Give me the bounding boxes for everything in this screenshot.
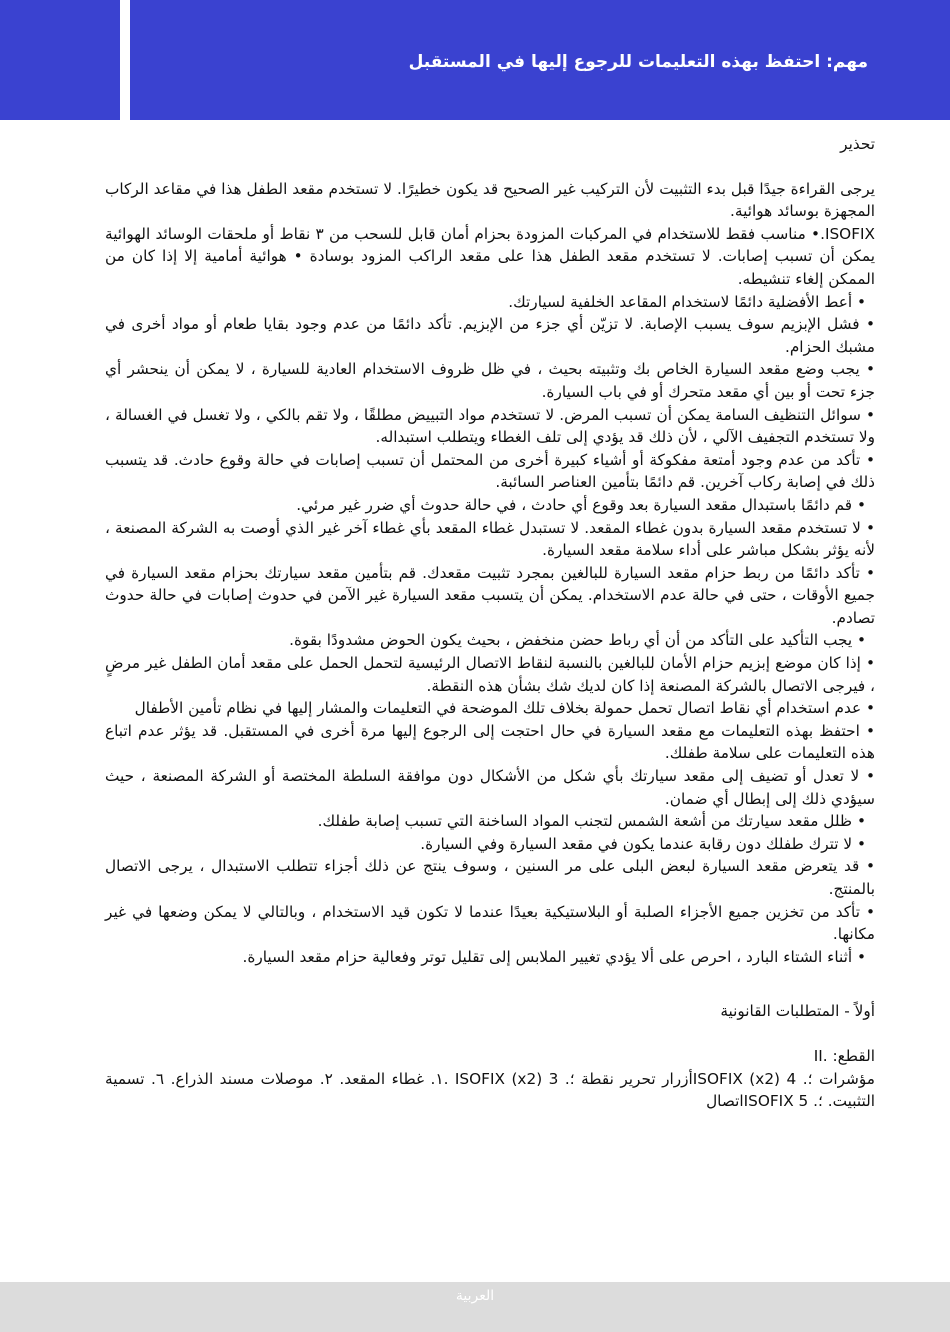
warning-heading: تحذير — [840, 135, 875, 153]
warning-paragraph: • عدم استخدام أي نقاط اتصال تحمل حمولة بخلاف تلك الموضحة في التعليمات والمشار إليها في نظام تأمين الأطفال — [134, 699, 875, 718]
warning-paragraph: • أثناء الشتاء البارد ، احرص على ألا يؤدي تغيير الملابس إلى تقليل توتر وفعالية حزام مقعد السيارة. — [242, 947, 866, 966]
warning-paragraph: • إذا كان موضع إبزيم حزام الأمان للبالغين بالنسبة لنقاط الاتصال الرئيسية لتحمل الحمل على مقعد أمان الطفل غير مرضٍ ، فيرجى الاتصال بالشركة المصنعة إذا كان لديك شك بشأن هذه النقطة. — [105, 654, 875, 695]
warning-paragraph: • أعط الأفضلية دائمًا لاستخدام المقاعد الخلفية لسيارتك. — [508, 292, 866, 311]
header-title: مهم: احتفظ بهذه التعليمات للرجوع إليها في المستقبل — [408, 52, 868, 72]
header-stripe-divider — [120, 0, 130, 120]
warning-paragraph: • يجب وضع مقعد السيارة الخاص بك وتثبيته بحيث ، في ظل ظروف الاستخدام العادية للسيارة ، لا يمكن أن ينحشر أي جزء تحت أو بين أي مقعد متحرك أو في باب السيارة. — [105, 360, 875, 401]
warning-paragraph: • سوائل التنظيف السامة يمكن أن تسبب المرض. لا تستخدم مواد التبييض مطلقًا ، ولا تقم بالكي ، ولا تغسل في الغسالة ، ولا تستخدم التجفيف الآلي ، لأن ذلك قد يؤدي إلى تلف الغطاء ويتطلب استبداله. — [105, 405, 875, 447]
warning-paragraph: • احتفظ بهذه التعليمات مع مقعد السيارة في حال احتجت إلى الرجوع إليها مرة أخرى في المستقبل. قد يؤثر عدم اتباع هذه التعليمات على سلامة طفلك. — [105, 721, 875, 763]
warning-paragraph: ISOFIX.• مناسب فقط للاستخدام في المركبات المزودة بحزام أمان قابل للسحب من ٣ نقاط أو ملحقات الوسائد الهوائية يمكن أن تسبب إصابات. لا تستخدم مقعد الطفل هذا على مقعد الراكب المزود بوسادة • هوائية أمامية إلا إذا كان من الممكن إلغاء تنشيطه. — [105, 224, 875, 288]
page-header — [0, 0, 950, 120]
warning-paragraph: • تأكد من عدم وجود أمتعة مفكوكة أو أشياء كبيرة أخرى من المحتمل أن تسبب إصابات في حالة وقوع حادث. قد يتسبب ذلك في إصابة ركاب آخرين. قم دائمًا بتأمين العناصر السائبة. — [105, 450, 875, 492]
section-heading-legal: أولاً - المتطلبات القانونية — [720, 1002, 875, 1021]
document-body — [105, 130, 875, 1113]
warning-paragraph: • تأكد من تخزين جميع الأجزاء الصلبة أو البلاستيكية بعيدًا عندما لا تكون قيد الاستخدام ، وبالتالي لا يمكن وضعها في غير مكانها. — [105, 902, 875, 944]
warning-paragraph: • ظلل مقعد سيارتك من أشعة الشمس لتجنب المواد الساخنة التي تسبب إصابة طفلك. — [317, 812, 866, 831]
warning-paragraph: • تأكد دائمًا من ربط حزام مقعد السيارة للبالغين بمجرد تثبيت مقعدك. قم بتأمين مقعد سيارتك بحزام مقعد السيارة في جميع الأوقات ، حتى في حالة عدم الاستخدام. يمكن أن يتسبب مقعد السيارة غير الآمن في حدوث إصابات في حالة حدوث تصادم. — [105, 563, 875, 627]
warning-paragraph: • لا تترك طفلك دون رقابة عندما يكون في مقعد السيارة وفي السيارة. — [420, 834, 866, 853]
warning-paragraph: • قد يتعرض مقعد السيارة لبعض البلى على مر السنين ، وسوف ينتج عن ذلك أجزاء تتطلب الاستبدال ، يرجى الاتصال بالمنتج. — [105, 857, 875, 898]
warning-paragraph: • قم دائمًا باستبدال مقعد السيارة بعد وقوع أي حادث ، في حالة حدوث أي ضرر غير مرئي. — [296, 495, 866, 514]
warning-paragraph: • لا تعدل أو تضيف إلى مقعد سيارتك بأي شكل من الأشكال دون موافقة السلطة المختصة أو الشركة المصنعة ، حيث سيؤدي ذلك إلى إبطال أي ضمان. — [105, 767, 875, 808]
warning-paragraph: يرجى القراءة جيدًا قبل بدء التثبيت لأن التركيب غير الصحيح قد يكون خطيرًا. لا تستخدم مقعد الطفل هذا في مقاعد الركاب المجهزة بوسائد هوائية. — [105, 179, 875, 221]
warning-paragraph: • لا تستخدم مقعد السيارة بدون غطاء المقعد. لا تستبدل غطاء المقعد بأي غطاء آخر غير الذي أوصت به الشركة المصنعة ، لأنه يؤثر بشكل مباشر على أداء سلامة مقعد السيارة. — [105, 518, 875, 560]
footer-language-label: العربية — [455, 1288, 495, 1304]
parts-heading: القطع: .II — [813, 1046, 875, 1065]
parts-list-text: مؤشرات ؛. ISOFIX (x2) 4أزرار تحرير نقطة ؛. ISOFIX (x2) 3 .١. غطاء المقعد. ٢. موصلات مسند الذراع. ٦. تسمية التثبيت. ؛. ISOFIX 5اتصال — [105, 1069, 875, 1111]
page-footer — [0, 1282, 950, 1332]
warning-paragraph: • فشل الإبزيم سوف يسبب الإصابة. لا تزيّن أي جزء من الإبزيم. تأكد دائمًا من عدم وجود بقايا طعام أو مواد أخرى في مشبك الحزام. — [105, 315, 875, 356]
warning-paragraph: • يجب التأكيد على التأكد من أن أي رباط حضن منخفض ، بحيث يكون الحوض مشدودًا بقوة. — [289, 631, 866, 650]
